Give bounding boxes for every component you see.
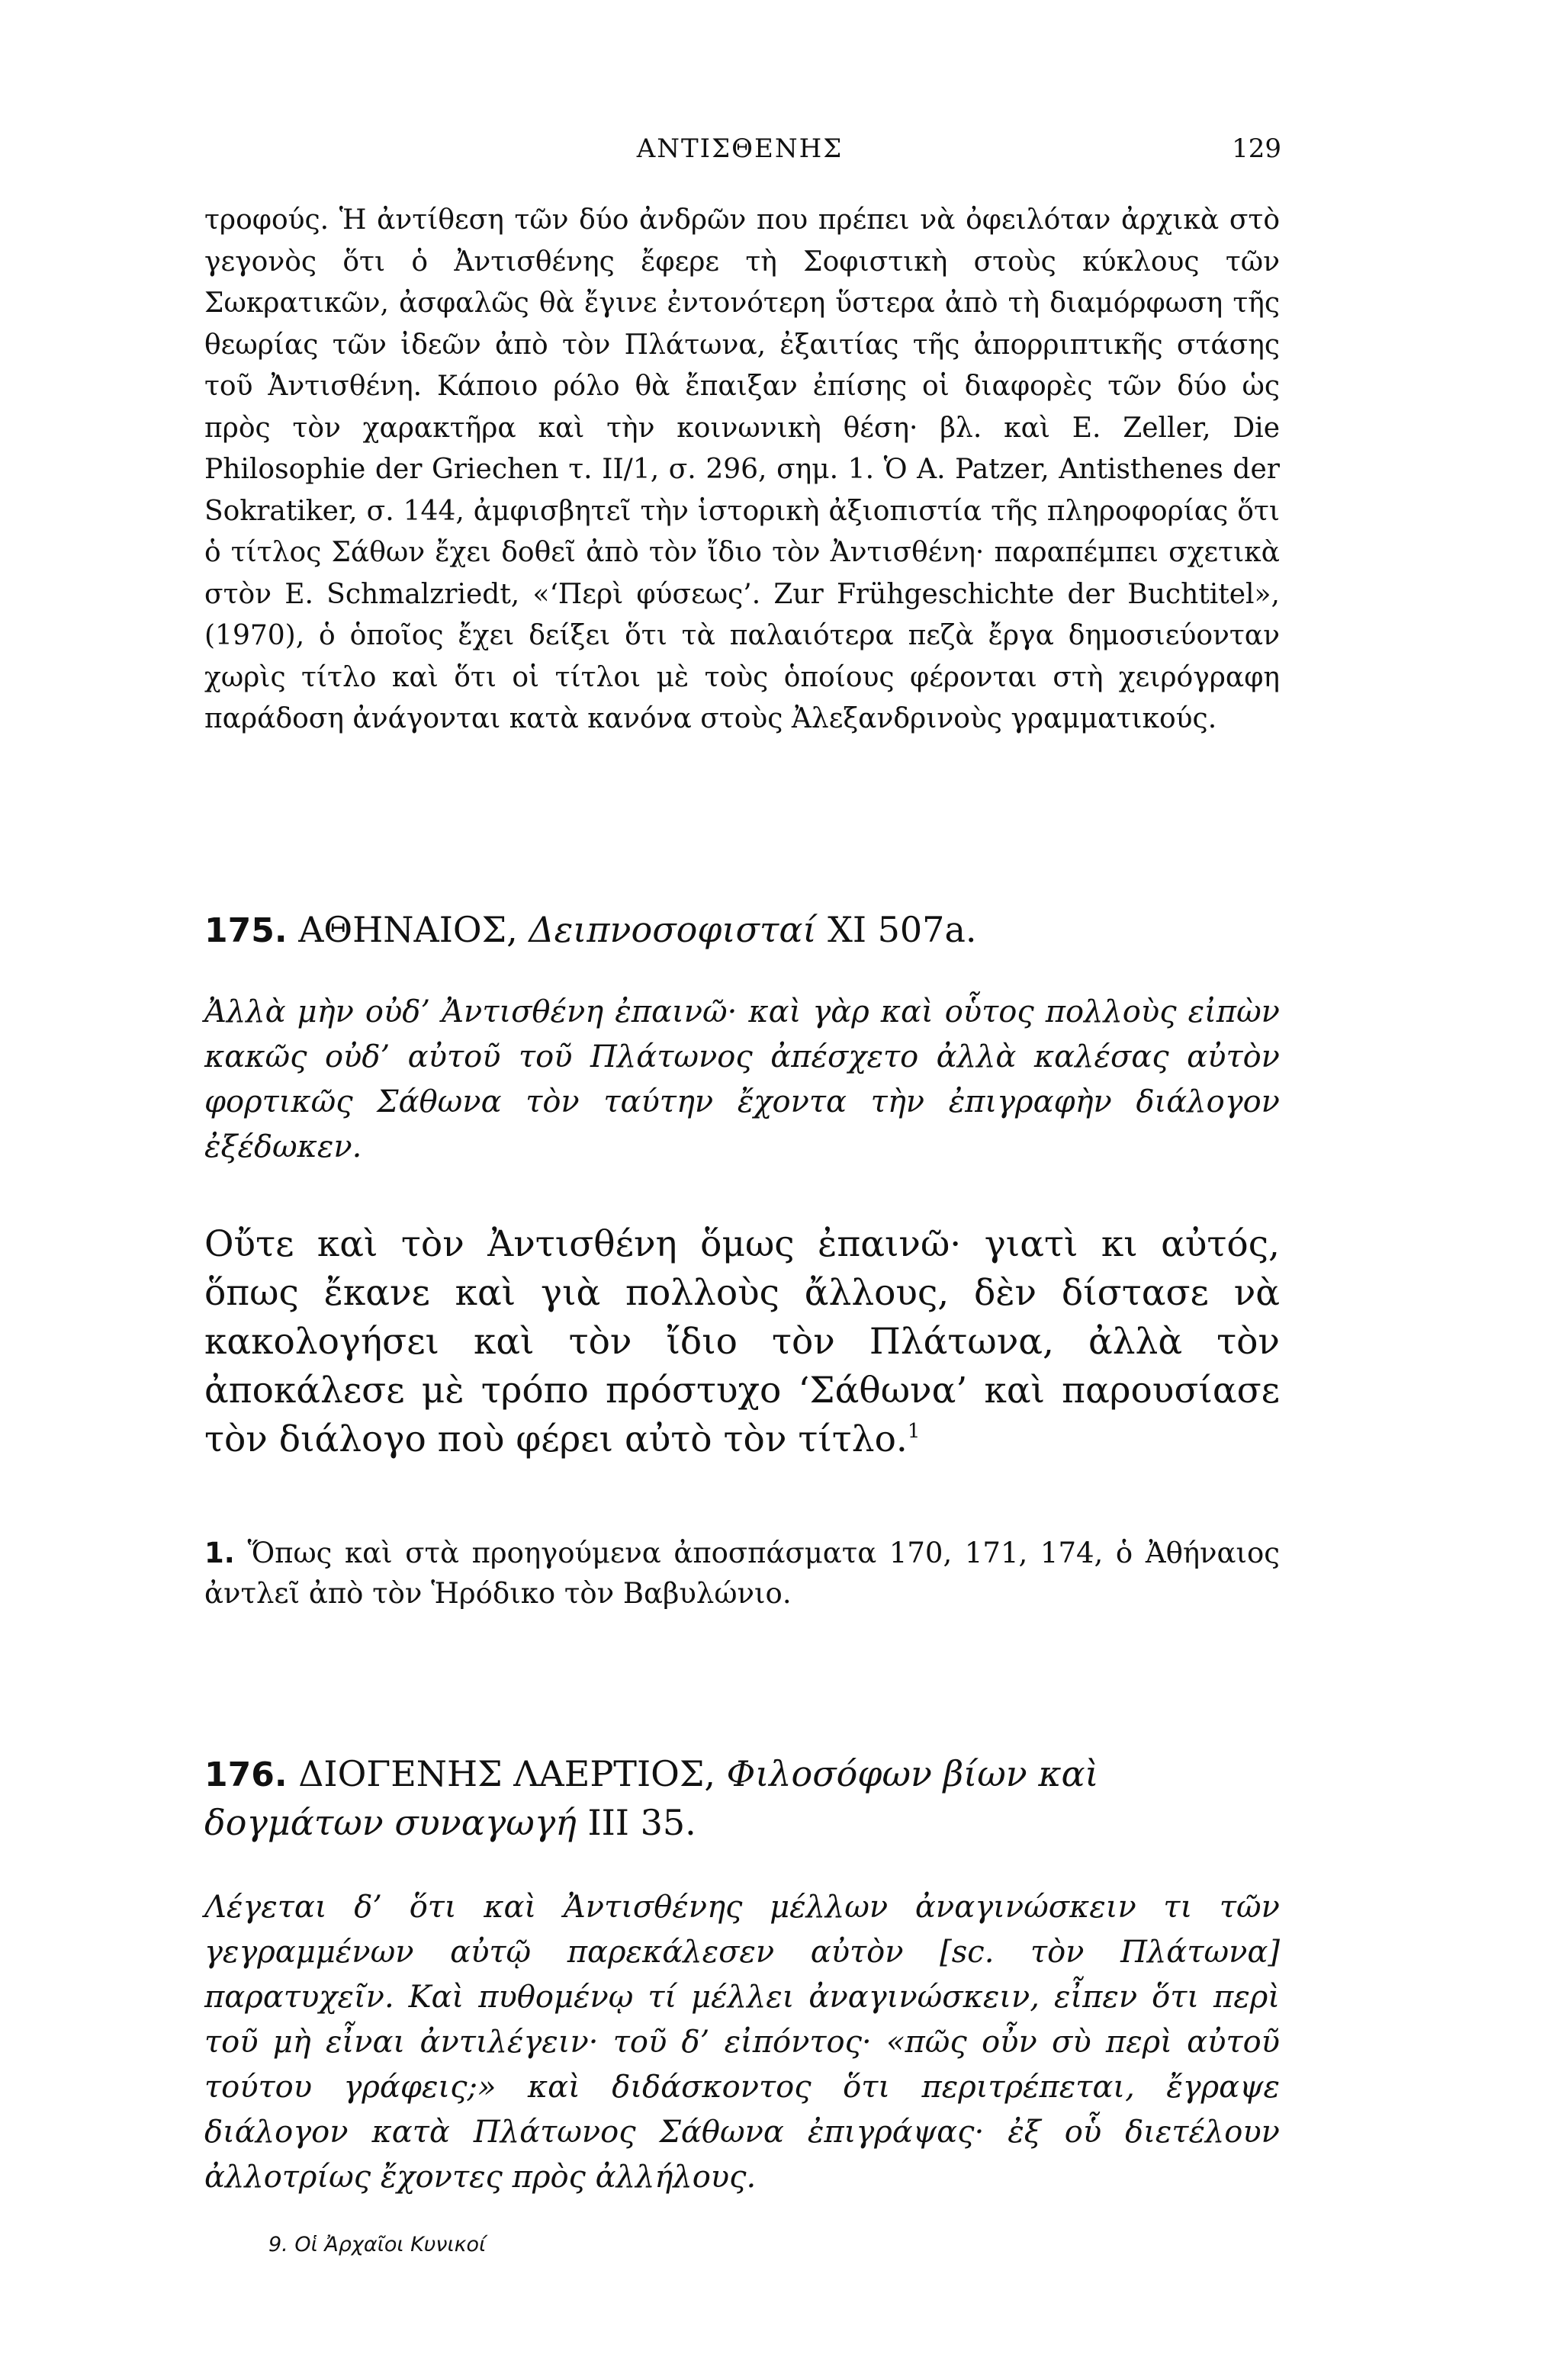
fragment-number: 175. bbox=[204, 911, 288, 950]
page-number: 129 bbox=[1232, 133, 1281, 164]
fragment-work-title: Φιλοσόφων βίων καὶ δογμάτων συναγωγή bbox=[204, 1753, 1099, 1843]
greek-source-text: Λέγεται δ’ ὅτι καὶ Ἀντισθένης μέλλων ἀναγινώσκειν τι τῶν γεγραμμένων αὐτῷ παρεκάλεσεν αὐτὸν [sc. τὸν Πλάτωνα] παρατυχεῖν. Καὶ πυθομένῳ τί μέλλει ἀναγινώσκειν, εἶπεν ὅτι περὶ τοῦ μὴ εἶναι ἀντιλέγειν· τοῦ δ’ εἰπόντος· «πῶς οὖν σὺ περὶ αὐτοῦ τούτου γράφεις;» καὶ διδάσκοντος ὅτι περιτρέπεται, ἔγραψε διάλογον κατὰ Πλάτωνος Σάθωνα ἐπιγράψας· ἐξ οὗ διετέλουν ἀλλοτρίως ἔχοντες πρὸς ἀλλήλους. bbox=[204, 1890, 1280, 2195]
fragment-number: 176. bbox=[204, 1755, 288, 1794]
fragment-175-translation bbox=[204, 1220, 1280, 1464]
fragment-reference: III 35. bbox=[587, 1802, 696, 1843]
fragment-176-heading bbox=[204, 1750, 1280, 1846]
fragment-176-greek-text bbox=[204, 1885, 1280, 2200]
fragment-175-heading bbox=[204, 906, 1280, 955]
translation-paragraph bbox=[204, 1220, 1280, 1464]
fragment-author: ΑΘΗΝΑΙΟΣ, bbox=[298, 909, 518, 950]
commentary-text: τροφούς. Ἡ ἀντίθεση τῶν δύο ἀνδρῶν που πρέπει νὰ ὀφειλόταν ἀρχικὰ στὸ γεγονὸς ὅτι ὁ Ἀντισθένης ἔφερε τὴ Σοφιστικὴ στοὺς κύκλους τῶν Σωκρατικῶν, ἀσφαλῶς θὰ ἔγινε ἐντονότερη ὕστερα ἀπὸ τὴ διαμόρφωση τῆς θεωρίας τῶν ἰδεῶν ἀπὸ τὸν Πλάτωνα, ἐξαιτίας τῆς ἀπορριπτικῆς στάσης τοῦ Ἀντισθένη. Κάποιο ρόλο θὰ ἔπαιξαν ἐπίσης οἱ διαφορὲς τῶν δύο ὡς πρὸς τὸν χαρακτῆρα καὶ τὴν κοινωνικὴ θέση· βλ. καὶ E. Zeller, Die Philosophie der Griechen τ. II/1, σ. 296, σημ. 1. Ὁ A. Patzer, Antisthenes der Sokratiker, σ. 144, ἀμφισβητεῖ τὴν ἱστορικὴ ἀξιοπιστία τῆς πληροφορίας ὅτι ὁ τίτλος Σάθων ἔχει δοθεῖ ἀπὸ τὸν ἴδιο τὸν Ἀντισθένη· παραπέμπει σχετικὰ στὸν E. Schmalzriedt, «‘Περὶ φύσεως’. Zur Frühgeschichte der Buchtitel», (1970), ὁ ὁποῖος ἔχει δείξει ὅτι τὰ παλαιότερα πεζὰ ἔργα δημοσιεύονταν χωρὶς τίτλο καὶ ὅτι οἱ τίτλοι μὲ τοὺς ὁποίους φέρονται στὴ χειρόγραφη παράδοση ἀνάγονται κατὰ κανόνα στοὺς Ἀλεξανδρινοὺς γραμματικούς. bbox=[204, 204, 1280, 734]
fragment-work-title: Δειπνοσοφισταί bbox=[529, 909, 817, 950]
printer-signature: 9. Οἱ Ἀρχαῖοι Κυνικοί bbox=[268, 2233, 487, 2256]
running-head bbox=[198, 133, 1281, 172]
footnote-number: 1. bbox=[204, 1537, 235, 1569]
fragment-175-footnote bbox=[204, 1533, 1280, 1614]
greek-source-text: Ἀλλὰ μὴν οὐδ’ Ἀντισθένη ἐπαινῶ· καὶ γὰρ καὶ οὗτος πολλοὺς εἰπὼν κακῶς οὐδ’ αὐτοῦ τοῦ Πλάτωνος ἀπέσχετο ἀλλὰ καλέσας αὐτὸν φορτικῶς Σάθωνα τὸν ταύτην ἔχοντα τὴν ἐπιγραφὴν διάλογον ἐξέδωκεν. bbox=[204, 994, 1280, 1164]
running-head-title: ΑΝΤΙΣΘΕΝΗΣ bbox=[636, 133, 844, 164]
translation-text: Οὔτε καὶ τὸν Ἀντισθένη ὅμως ἐπαινῶ· γιατὶ κι αὐτός, ὅπως ἔκανε καὶ γιὰ πολλοὺς ἄλλους, δὲν δίστασε νὰ κακολογήσει καὶ τὸν ἴδιο τὸν Πλάτωνα, ἀλλὰ τὸν ἀποκάλεσε μὲ τρόπο πρόστυχο ‘Σάθωνα’ καὶ παρουσίασε τὸν διάλογο ποὺ φέρει αὐτὸ τὸν τίτλο. bbox=[204, 1223, 1280, 1460]
footnote-paragraph bbox=[204, 1533, 1280, 1614]
fragment-reference: XI 507a. bbox=[828, 909, 977, 950]
commentary-paragraph bbox=[204, 200, 1280, 740]
footnote-text: Ὅπως καὶ στὰ προηγούμενα ἀποσπάσματα 170, 171, 174, ὁ Ἀθήναιος ἀντλεῖ ἀπὸ τὸν Ἡρόδικο τὸν Βαβυλώνιο. bbox=[204, 1537, 1280, 1610]
fragment-175-greek-text bbox=[204, 990, 1280, 1170]
fragment-author: ΔΙΟΓΕΝΗΣ ΛΑΕΡΤΙΟΣ, bbox=[298, 1753, 715, 1794]
footnote-marker: 1 bbox=[907, 1420, 921, 1443]
